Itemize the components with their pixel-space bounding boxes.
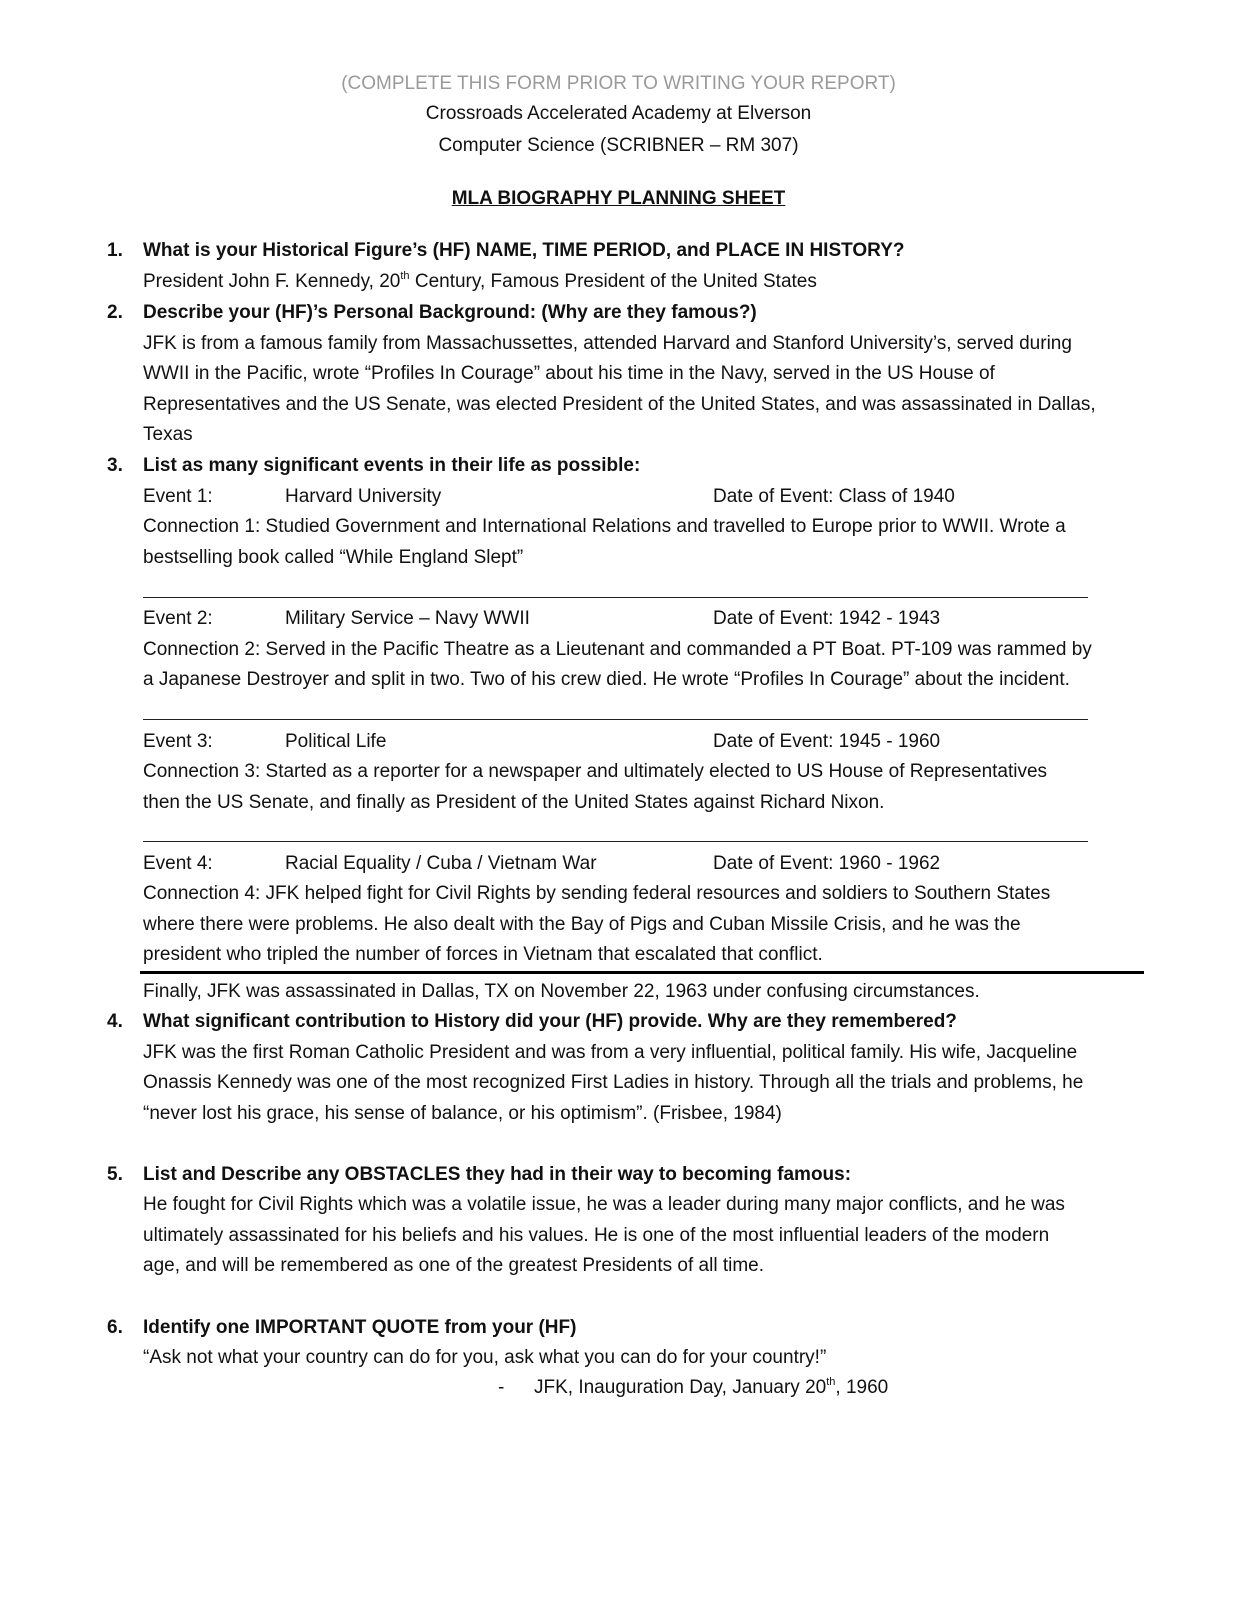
event-4-connection-line: Connection 4: JFK helped fight for Civil Rights by sending federal resources and soldiers to Southern States	[143, 883, 1051, 904]
q6-attribution: JFK, Inauguration Day, January 20th, 1960	[534, 1376, 889, 1398]
event-4-label: Event 4:	[143, 853, 213, 874]
event-1-date: Date of Event: Class of 1940	[713, 486, 955, 507]
event-1-connection-line: bestselling book called “While England Slept”	[143, 547, 524, 568]
event-4-name: Racial Equality / Cuba / Vietnam War	[285, 853, 597, 874]
q5-answer-line: He fought for Civil Rights which was a volatile issue, he was a leader during many major conflicts, and he was	[143, 1194, 1065, 1215]
q4-number: 4.	[107, 1011, 123, 1032]
event-1-name: Harvard University	[285, 486, 442, 507]
event-2-label: Event 2:	[143, 608, 213, 629]
q6-question: Identify one IMPORTANT QUOTE from your (HF)	[143, 1317, 577, 1338]
q4-answer-line: “never lost his grace, his sense of balance, or his optimism”. (Frisbee, 1984)	[143, 1103, 782, 1124]
event-3-name: Political Life	[285, 731, 387, 752]
event-3-date: Date of Event: 1945 - 1960	[713, 731, 941, 752]
q3-number: 3.	[107, 455, 123, 476]
form-instruction: (COMPLETE THIS FORM PRIOR TO WRITING YOUR REPORT)	[341, 73, 896, 94]
q4-answer-line: JFK was the first Roman Catholic President and was from a very influential, political family. His wife, Jacqueline	[143, 1042, 1078, 1063]
q6-quote: “Ask not what your country can do for you, ask what you can do for your country!”	[143, 1347, 827, 1368]
event-4-date: Date of Event: 1960 - 1962	[713, 853, 941, 874]
event-3-connection-line: then the US Senate, and finally as President of the United States against Richard Nixon.	[143, 792, 885, 813]
q4-question: What significant contribution to History did your (HF) provide. Why are they remembered?	[143, 1011, 957, 1032]
q2-answer-line: Texas	[143, 424, 193, 445]
section-divider	[140, 971, 1144, 974]
q1-number: 1.	[107, 240, 123, 261]
event-divider	[143, 719, 1088, 720]
q5-number: 5.	[107, 1164, 123, 1185]
q5-answer-line: age, and will be remembered as one of the greatest Presidents of all time.	[143, 1255, 765, 1276]
event-2-date: Date of Event: 1942 - 1943	[713, 608, 941, 629]
q5-answer-line: ultimately assassinated for his beliefs and his values. He is one of the most influential leaders of the modern	[143, 1225, 1050, 1246]
q5-question: List and Describe any OBSTACLES they had in their way to becoming famous:	[143, 1164, 852, 1185]
school-name: Crossroads Accelerated Academy at Elverson	[425, 103, 812, 124]
q4-answer-line: Onassis Kennedy was one of the most recognized First Ladies in history. Through all the trials and problems, he	[143, 1072, 1084, 1093]
q2-question: Describe your (HF)’s Personal Background: (Why are they famous?)	[143, 302, 757, 323]
page-title: MLA BIOGRAPHY PLANNING SHEET	[451, 188, 786, 209]
q2-answer-line: Representatives and the US Senate, was elected President of the United States, and was assassinated in Dallas,	[143, 394, 1096, 415]
q1-answer: President John F. Kennedy, 20th Century, Famous President of the United States	[143, 270, 817, 292]
event-4-connection-line: where there were problems. He also dealt with the Bay of Pigs and Cuban Missile Crisis, and he was the	[143, 914, 1021, 935]
event-3-label: Event 3:	[143, 731, 213, 752]
q2-answer-line: WWII in the Pacific, wrote “Profiles In Courage” about his time in the Navy, served in the US House of	[143, 363, 995, 384]
q1-question: What is your Historical Figure’s (HF) NAME, TIME PERIOD, and PLACE IN HISTORY?	[143, 240, 905, 261]
q3-question: List as many significant events in their life as possible:	[143, 455, 641, 476]
event-2-name: Military Service – Navy WWII	[285, 608, 530, 629]
q2-answer-line: JFK is from a famous family from Massachussettes, attended Harvard and Stanford University’s, served during	[143, 333, 1072, 354]
event-4-connection-line: president who tripled the number of forces in Vietnam that escalated that conflict.	[143, 944, 823, 965]
event-divider	[143, 597, 1088, 598]
event-1-connection-line: Connection 1: Studied Government and International Relations and travelled to Europe prior to WWII. Wrote a	[143, 516, 1066, 537]
event-2-connection-line: Connection 2: Served in the Pacific Theatre as a Lieutenant and commanded a PT Boat. PT-109 was rammed by	[143, 639, 1092, 660]
event-1-label: Event 1:	[143, 486, 213, 507]
q2-number: 2.	[107, 302, 123, 323]
event-2-connection-line: a Japanese Destroyer and split in two. Two of his crew died. He wrote “Profiles In Courage” about the incident.	[143, 669, 1070, 690]
q6-attribution-dash: -	[498, 1377, 505, 1398]
event-3-connection-line: Connection 3: Started as a reporter for a newspaper and ultimately elected to US House of Representatives	[143, 761, 1048, 782]
course-name: Computer Science (SCRIBNER – RM 307)	[438, 135, 799, 156]
event-divider	[143, 841, 1088, 842]
q6-number: 6.	[107, 1317, 123, 1338]
q3-finally: Finally, JFK was assassinated in Dallas, TX on November 22, 1963 under confusing circumstances.	[143, 981, 980, 1002]
